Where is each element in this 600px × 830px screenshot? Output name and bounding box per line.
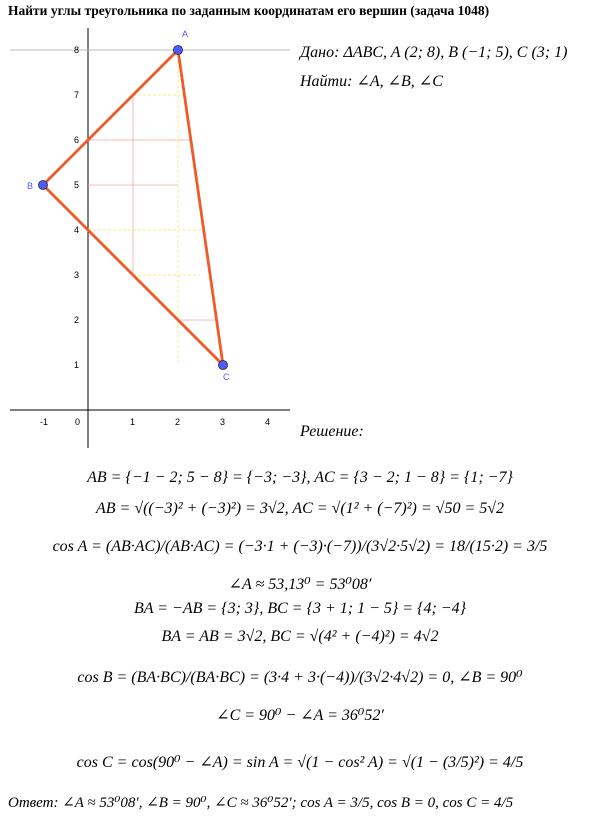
y-tick: 5 — [74, 180, 80, 190]
x-tick: 1 — [130, 417, 136, 427]
point-c — [219, 361, 228, 370]
x-tick: 0 — [75, 417, 81, 427]
solution-line-angle-a: ∠A ≈ 53,13⁰ = 53⁰08′ — [228, 576, 372, 593]
x-tick: 2 — [175, 417, 181, 427]
solution-line-lengths-ab-ac: AB = √((−3)² + (−3)²) = 3√2, AC = √(1² + (−7)²) = √50 = 5√2 — [95, 500, 505, 517]
solution-line-vectors-ab-ac: AB = {−1 − 2; 5 − 8} = {−3; −3}, AC = {3 − 2; 1 − 8} = {1; −7} — [87, 469, 513, 486]
solution-line-angle-c: ∠C = 90⁰ − ∠A = 36⁰52′ — [216, 707, 384, 724]
solution-line-cos-a: cos A = (AB·AC)/(AB·AC) = (−3·1 + (−3)·(−7))/(3√2·5√2) = 18/(15·2) = 3/5 — [52, 538, 548, 555]
y-tick: 2 — [74, 315, 80, 325]
page-title: Найти углы треугольника по заданным координатам его вершин (задача 1048) — [8, 3, 490, 18]
given-text: Дано: ΔABC, A (2; 8), B (−1; 5), C (3; 1) — [300, 44, 568, 61]
x-tick: -1 — [40, 417, 49, 427]
solution-line-cos-c: cos C = cos(90⁰ − ∠A) = sin A = √(1 − cos² A) = √(1 − (3/5)²) = 4/5 — [76, 754, 524, 771]
point-label-c: C — [223, 372, 230, 382]
solution-line-vectors-ba-bc: BA = −AB = {3; 3}, BC = {3 + 1; 1 − 5} = {4; −4} — [134, 600, 466, 617]
y-tick: 8 — [74, 45, 80, 55]
x-tick: 4 — [265, 417, 271, 427]
point-label-a: A — [182, 29, 189, 39]
y-tick: 3 — [74, 270, 80, 280]
coordinate-graph — [0, 24, 290, 456]
solution-header: Решение: — [300, 423, 364, 440]
point-label-b: B — [27, 181, 34, 191]
point-b — [39, 181, 48, 190]
find-text: Найти: ∠A, ∠B, ∠C — [300, 73, 443, 90]
x-tick: 3 — [220, 417, 226, 427]
y-tick: 4 — [74, 225, 80, 235]
solution-line-cos-b: cos B = (BA·BC)/(BA·BC) = (3·4 + 3·(−4))/(3√2·4√2) = 0, ∠B = 90⁰ — [77, 669, 523, 686]
point-a — [174, 46, 183, 55]
y-tick: 6 — [74, 135, 80, 145]
answer-text: Ответ: ∠A ≈ 53⁰08′, ∠B = 90⁰, ∠C ≈ 36⁰52′; cos A = 3/5, cos B = 0, cos C = 4/5 — [8, 795, 514, 811]
y-tick: 7 — [74, 90, 80, 100]
y-tick: 1 — [74, 360, 80, 370]
solution-line-lengths-ba-bc: BA = AB = 3√2, BC = √(4² + (−4)²) = 4√2 — [161, 628, 439, 645]
